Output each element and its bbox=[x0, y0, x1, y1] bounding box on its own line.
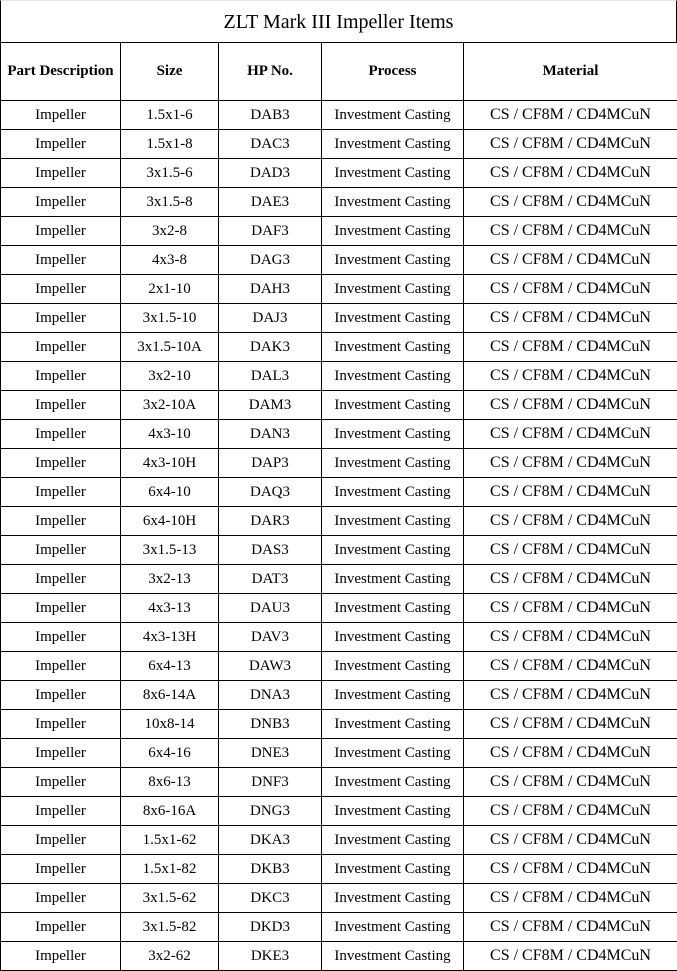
hp-no-cell: DAF3 bbox=[219, 217, 322, 246]
table-row bbox=[1, 565, 677, 594]
hp-no-cell: DAE3 bbox=[219, 188, 322, 217]
material-cell: CS / CF8M / CD4MCuN bbox=[464, 942, 677, 971]
material-cell: CS / CF8M / CD4MCuN bbox=[464, 710, 677, 739]
size-cell: 3x2-10A bbox=[121, 391, 219, 420]
table-row bbox=[1, 101, 677, 130]
material-cell: CS / CF8M / CD4MCuN bbox=[464, 333, 677, 362]
part-description-cell: Impeller bbox=[1, 942, 121, 971]
size-cell: 3x1.5-6 bbox=[121, 159, 219, 188]
table-row bbox=[1, 536, 677, 565]
material-cell: CS / CF8M / CD4MCuN bbox=[464, 159, 677, 188]
material-cell: CS / CF8M / CD4MCuN bbox=[464, 739, 677, 768]
table-row bbox=[1, 768, 677, 797]
material-cell: CS / CF8M / CD4MCuN bbox=[464, 594, 677, 623]
table-row bbox=[1, 797, 677, 826]
hp-no-cell: DKE3 bbox=[219, 942, 322, 971]
size-cell: 8x6-16A bbox=[121, 797, 219, 826]
table-row bbox=[1, 333, 677, 362]
process-cell: Investment Casting bbox=[322, 681, 464, 710]
material-cell: CS / CF8M / CD4MCuN bbox=[464, 449, 677, 478]
table-row bbox=[1, 652, 677, 681]
table-header bbox=[1, 43, 677, 101]
hp-no-cell: DAS3 bbox=[219, 536, 322, 565]
size-cell: 3x1.5-13 bbox=[121, 536, 219, 565]
hp-no-cell: DNA3 bbox=[219, 681, 322, 710]
process-cell: Investment Casting bbox=[322, 855, 464, 884]
part-description-cell: Impeller bbox=[1, 594, 121, 623]
material-cell: CS / CF8M / CD4MCuN bbox=[464, 652, 677, 681]
size-cell: 1.5x1-62 bbox=[121, 826, 219, 855]
part-description-cell: Impeller bbox=[1, 739, 121, 768]
size-cell: 4x3-13H bbox=[121, 623, 219, 652]
size-cell: 6x4-13 bbox=[121, 652, 219, 681]
hp-no-cell: DAJ3 bbox=[219, 304, 322, 333]
process-cell: Investment Casting bbox=[322, 275, 464, 304]
size-cell: 1.5x1-82 bbox=[121, 855, 219, 884]
process-cell: Investment Casting bbox=[322, 507, 464, 536]
process-cell: Investment Casting bbox=[322, 188, 464, 217]
table-row bbox=[1, 217, 677, 246]
part-description-cell: Impeller bbox=[1, 623, 121, 652]
part-description-cell: Impeller bbox=[1, 333, 121, 362]
part-description-cell: Impeller bbox=[1, 710, 121, 739]
header-hp-no: HP No. bbox=[219, 43, 322, 101]
size-cell: 6x4-10 bbox=[121, 478, 219, 507]
process-cell: Investment Casting bbox=[322, 304, 464, 333]
hp-no-cell: DNF3 bbox=[219, 768, 322, 797]
material-cell: CS / CF8M / CD4MCuN bbox=[464, 913, 677, 942]
size-cell: 4x3-10 bbox=[121, 420, 219, 449]
hp-no-cell: DAP3 bbox=[219, 449, 322, 478]
size-cell: 3x2-8 bbox=[121, 217, 219, 246]
size-cell: 1.5x1-6 bbox=[121, 101, 219, 130]
material-cell: CS / CF8M / CD4MCuN bbox=[464, 855, 677, 884]
header-process: Process bbox=[322, 43, 464, 101]
hp-no-cell: DAH3 bbox=[219, 275, 322, 304]
process-cell: Investment Casting bbox=[322, 391, 464, 420]
process-cell: Investment Casting bbox=[322, 826, 464, 855]
size-cell: 6x4-10H bbox=[121, 507, 219, 536]
part-description-cell: Impeller bbox=[1, 159, 121, 188]
material-cell: CS / CF8M / CD4MCuN bbox=[464, 304, 677, 333]
table-row bbox=[1, 855, 677, 884]
process-cell: Investment Casting bbox=[322, 768, 464, 797]
part-description-cell: Impeller bbox=[1, 391, 121, 420]
size-cell: 6x4-16 bbox=[121, 739, 219, 768]
part-description-cell: Impeller bbox=[1, 826, 121, 855]
table-row bbox=[1, 391, 677, 420]
header-row bbox=[1, 43, 677, 101]
size-cell: 8x6-14A bbox=[121, 681, 219, 710]
process-cell: Investment Casting bbox=[322, 565, 464, 594]
table-row bbox=[1, 710, 677, 739]
process-cell: Investment Casting bbox=[322, 652, 464, 681]
material-cell: CS / CF8M / CD4MCuN bbox=[464, 246, 677, 275]
part-description-cell: Impeller bbox=[1, 420, 121, 449]
hp-no-cell: DAR3 bbox=[219, 507, 322, 536]
table-row bbox=[1, 913, 677, 942]
material-cell: CS / CF8M / CD4MCuN bbox=[464, 391, 677, 420]
size-cell: 3x1.5-10A bbox=[121, 333, 219, 362]
size-cell: 4x3-13 bbox=[121, 594, 219, 623]
hp-no-cell: DAL3 bbox=[219, 362, 322, 391]
size-cell: 3x2-13 bbox=[121, 565, 219, 594]
hp-no-cell: DAB3 bbox=[219, 101, 322, 130]
table-row bbox=[1, 449, 677, 478]
header-material: Material bbox=[464, 43, 677, 101]
part-description-cell: Impeller bbox=[1, 304, 121, 333]
impeller-table bbox=[0, 42, 677, 971]
material-cell: CS / CF8M / CD4MCuN bbox=[464, 420, 677, 449]
part-description-cell: Impeller bbox=[1, 681, 121, 710]
process-cell: Investment Casting bbox=[322, 710, 464, 739]
size-cell: 3x2-62 bbox=[121, 942, 219, 971]
part-description-cell: Impeller bbox=[1, 188, 121, 217]
material-cell: CS / CF8M / CD4MCuN bbox=[464, 623, 677, 652]
size-cell: 4x3-10H bbox=[121, 449, 219, 478]
process-cell: Investment Casting bbox=[322, 101, 464, 130]
table-row bbox=[1, 304, 677, 333]
part-description-cell: Impeller bbox=[1, 884, 121, 913]
table-row bbox=[1, 478, 677, 507]
part-description-cell: Impeller bbox=[1, 855, 121, 884]
size-cell: 8x6-13 bbox=[121, 768, 219, 797]
size-cell: 3x1.5-10 bbox=[121, 304, 219, 333]
hp-no-cell: DAW3 bbox=[219, 652, 322, 681]
part-description-cell: Impeller bbox=[1, 130, 121, 159]
material-cell: CS / CF8M / CD4MCuN bbox=[464, 826, 677, 855]
process-cell: Investment Casting bbox=[322, 478, 464, 507]
table-title: ZLT Mark III Impeller Items bbox=[0, 0, 677, 42]
material-cell: CS / CF8M / CD4MCuN bbox=[464, 884, 677, 913]
header-part-description: Part Description bbox=[1, 43, 121, 101]
process-cell: Investment Casting bbox=[322, 536, 464, 565]
header-size: Size bbox=[121, 43, 219, 101]
part-description-cell: Impeller bbox=[1, 507, 121, 536]
hp-no-cell: DAD3 bbox=[219, 159, 322, 188]
hp-no-cell: DAM3 bbox=[219, 391, 322, 420]
part-description-cell: Impeller bbox=[1, 478, 121, 507]
material-cell: CS / CF8M / CD4MCuN bbox=[464, 188, 677, 217]
table-row bbox=[1, 275, 677, 304]
material-cell: CS / CF8M / CD4MCuN bbox=[464, 101, 677, 130]
size-cell: 3x2-10 bbox=[121, 362, 219, 391]
process-cell: Investment Casting bbox=[322, 420, 464, 449]
hp-no-cell: DNG3 bbox=[219, 797, 322, 826]
material-cell: CS / CF8M / CD4MCuN bbox=[464, 681, 677, 710]
hp-no-cell: DAQ3 bbox=[219, 478, 322, 507]
part-description-cell: Impeller bbox=[1, 246, 121, 275]
hp-no-cell: DKB3 bbox=[219, 855, 322, 884]
material-cell: CS / CF8M / CD4MCuN bbox=[464, 217, 677, 246]
process-cell: Investment Casting bbox=[322, 449, 464, 478]
size-cell: 3x1.5-8 bbox=[121, 188, 219, 217]
hp-no-cell: DAV3 bbox=[219, 623, 322, 652]
material-cell: CS / CF8M / CD4MCuN bbox=[464, 362, 677, 391]
hp-no-cell: DAC3 bbox=[219, 130, 322, 159]
part-description-cell: Impeller bbox=[1, 275, 121, 304]
table-row bbox=[1, 623, 677, 652]
hp-no-cell: DAG3 bbox=[219, 246, 322, 275]
process-cell: Investment Casting bbox=[322, 159, 464, 188]
part-description-cell: Impeller bbox=[1, 101, 121, 130]
size-cell: 10x8-14 bbox=[121, 710, 219, 739]
material-cell: CS / CF8M / CD4MCuN bbox=[464, 536, 677, 565]
process-cell: Investment Casting bbox=[322, 623, 464, 652]
process-cell: Investment Casting bbox=[322, 362, 464, 391]
hp-no-cell: DKA3 bbox=[219, 826, 322, 855]
hp-no-cell: DAK3 bbox=[219, 333, 322, 362]
hp-no-cell: DAT3 bbox=[219, 565, 322, 594]
part-description-cell: Impeller bbox=[1, 768, 121, 797]
table-row bbox=[1, 507, 677, 536]
size-cell: 1.5x1-8 bbox=[121, 130, 219, 159]
table-row bbox=[1, 681, 677, 710]
table-row bbox=[1, 826, 677, 855]
process-cell: Investment Casting bbox=[322, 217, 464, 246]
process-cell: Investment Casting bbox=[322, 130, 464, 159]
hp-no-cell: DNB3 bbox=[219, 710, 322, 739]
hp-no-cell: DKC3 bbox=[219, 884, 322, 913]
table-row bbox=[1, 594, 677, 623]
process-cell: Investment Casting bbox=[322, 739, 464, 768]
material-cell: CS / CF8M / CD4MCuN bbox=[464, 507, 677, 536]
table-body bbox=[1, 101, 677, 971]
part-description-cell: Impeller bbox=[1, 536, 121, 565]
size-cell: 4x3-8 bbox=[121, 246, 219, 275]
size-cell: 3x1.5-62 bbox=[121, 884, 219, 913]
part-description-cell: Impeller bbox=[1, 652, 121, 681]
material-cell: CS / CF8M / CD4MCuN bbox=[464, 478, 677, 507]
part-description-cell: Impeller bbox=[1, 362, 121, 391]
process-cell: Investment Casting bbox=[322, 884, 464, 913]
process-cell: Investment Casting bbox=[322, 333, 464, 362]
process-cell: Investment Casting bbox=[322, 797, 464, 826]
material-cell: CS / CF8M / CD4MCuN bbox=[464, 768, 677, 797]
part-description-cell: Impeller bbox=[1, 565, 121, 594]
hp-no-cell: DAU3 bbox=[219, 594, 322, 623]
table-row bbox=[1, 188, 677, 217]
hp-no-cell: DKD3 bbox=[219, 913, 322, 942]
material-cell: CS / CF8M / CD4MCuN bbox=[464, 275, 677, 304]
material-cell: CS / CF8M / CD4MCuN bbox=[464, 565, 677, 594]
process-cell: Investment Casting bbox=[322, 594, 464, 623]
process-cell: Investment Casting bbox=[322, 913, 464, 942]
table-row bbox=[1, 159, 677, 188]
size-cell: 3x1.5-82 bbox=[121, 913, 219, 942]
table-row bbox=[1, 420, 677, 449]
table-row bbox=[1, 884, 677, 913]
table-row bbox=[1, 942, 677, 971]
hp-no-cell: DNE3 bbox=[219, 739, 322, 768]
part-description-cell: Impeller bbox=[1, 797, 121, 826]
table-row bbox=[1, 739, 677, 768]
process-cell: Investment Casting bbox=[322, 942, 464, 971]
table-row bbox=[1, 362, 677, 391]
material-cell: CS / CF8M / CD4MCuN bbox=[464, 797, 677, 826]
part-description-cell: Impeller bbox=[1, 913, 121, 942]
process-cell: Investment Casting bbox=[322, 246, 464, 275]
hp-no-cell: DAN3 bbox=[219, 420, 322, 449]
part-description-cell: Impeller bbox=[1, 217, 121, 246]
table-row bbox=[1, 246, 677, 275]
table-row bbox=[1, 130, 677, 159]
size-cell: 2x1-10 bbox=[121, 275, 219, 304]
part-description-cell: Impeller bbox=[1, 449, 121, 478]
material-cell: CS / CF8M / CD4MCuN bbox=[464, 130, 677, 159]
